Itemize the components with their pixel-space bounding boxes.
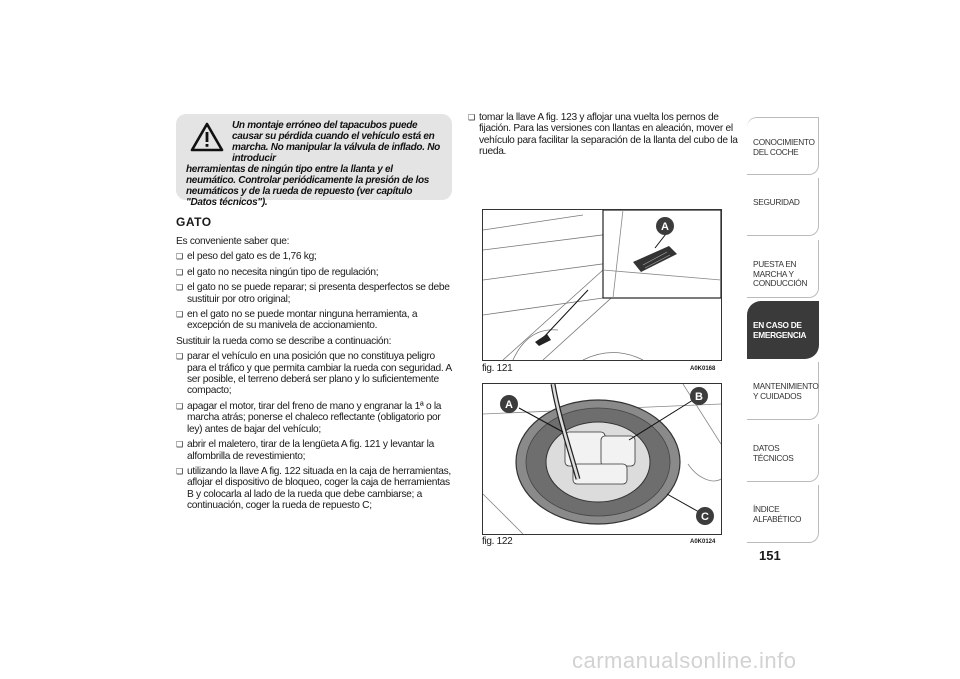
fact-item: ❑ el gato no se puede reparar; si presenta desperfectos se debe sustituir por otro original; <box>176 282 452 305</box>
figure-121-caption: fig. 121 <box>482 363 513 374</box>
step-item: ❑ tomar la llave A fig. 123 y aflojar una vuelta los pernos de fijación. Para las versiones con llantas en aleación, mover el vehículo para facilitar la separación de la llanta del cubo de la rueda. <box>468 112 738 158</box>
warning-rest-text: herramientas de ningún tipo entre la llanta y el neumático. Controlar periódicamente la presión de los neumáticos y de la rueda de repuesto (ver capítulo "Datos técnicos"). <box>186 164 430 208</box>
trunk-illustration <box>483 210 721 360</box>
section-heading: GATO <box>176 215 212 229</box>
warning-triangle-icon <box>190 122 224 152</box>
figure-122-caption: fig. 122 <box>482 536 513 547</box>
left-column <box>176 236 452 516</box>
warning-box <box>176 114 452 208</box>
callout-a: A <box>661 221 669 233</box>
tab-puesta-en-marcha[interactable]: PUESTA EN MARCHA Y CONDUCCIÓN <box>747 240 819 298</box>
step-item: ❑ parar el vehículo en una posición que no constituya peligro para el tráfico y que permita cambiar la rueda con seguridad. A ser posible, el terreno deberá ser plano y lo suficientemente compacto; <box>176 351 452 397</box>
tab-tongue-shape <box>535 334 551 346</box>
callout-b: B <box>695 391 703 403</box>
step-item: ❑ utilizando la llave A fig. 122 situada en la caja de herramientas, aflojar el dispositivo de bloqueo, coger la caja de herramientas B y colocarla al lado de la rueda que debe cambiarse; a continuación, coger la rueda de repuesto C; <box>176 466 452 512</box>
tab-conocimiento-del-coche[interactable]: CONOCIMIENTO DEL COCHE <box>747 117 819 175</box>
steps-intro-text: Sustituir la rueda como se describe a continuación: <box>176 335 392 347</box>
step-item: ❑ abrir el maletero, tirar de la lengüeta A fig. 121 y levantar la alfombrilla de revestimiento; <box>176 439 452 462</box>
fact-item: ❑ el gato no necesita ningún tipo de regulación; <box>176 267 452 278</box>
tab-en-caso-de-emergencia[interactable]: EN CASO DE EMERGENCIA <box>747 301 819 359</box>
intro-text: Es conveniente saber que: <box>176 236 290 247</box>
callout-c: C <box>701 511 709 523</box>
watermark: carmanualsonline.info <box>572 648 797 673</box>
page-number: 151 <box>759 548 781 563</box>
right-column <box>468 112 738 162</box>
tab-mantenimiento[interactable]: MANTENIMIENTO Y CUIDADOS <box>747 362 819 420</box>
warning-lead-text: Un montaje erróneo del tapacubos puede causar su pérdida cuando el vehículo está en marcha. No manipular la válvula de inflado. No introducir <box>232 120 440 164</box>
callout-a: A <box>505 399 513 411</box>
figure-122 <box>482 383 722 535</box>
figure-121 <box>482 209 722 361</box>
figure-121-code: A0K0168 <box>690 366 716 372</box>
figure-122-code: A0K0124 <box>690 539 716 545</box>
fact-item: ❑ en el gato no se puede montar ninguna herramienta, a excepción de su manivela de accionamiento. <box>176 309 452 332</box>
tab-seguridad[interactable]: SEGURIDAD <box>747 178 819 236</box>
fact-item: ❑ el peso del gato es de 1,76 kg; <box>176 251 452 262</box>
tab-datos-tecnicos[interactable]: DATOS TÉCNICOS <box>747 424 819 482</box>
step-item: ❑ apagar el motor, tirar del freno de mano y engranar la 1ª o la marcha atrás; ponerse el chaleco reflectante (obligatorio por ley) antes de bajar del vehículo; <box>176 401 452 435</box>
spare-wheel-illustration <box>483 384 721 534</box>
tab-indice-alfabetico[interactable]: ÍNDICE ALFABÉTICO <box>747 485 819 543</box>
